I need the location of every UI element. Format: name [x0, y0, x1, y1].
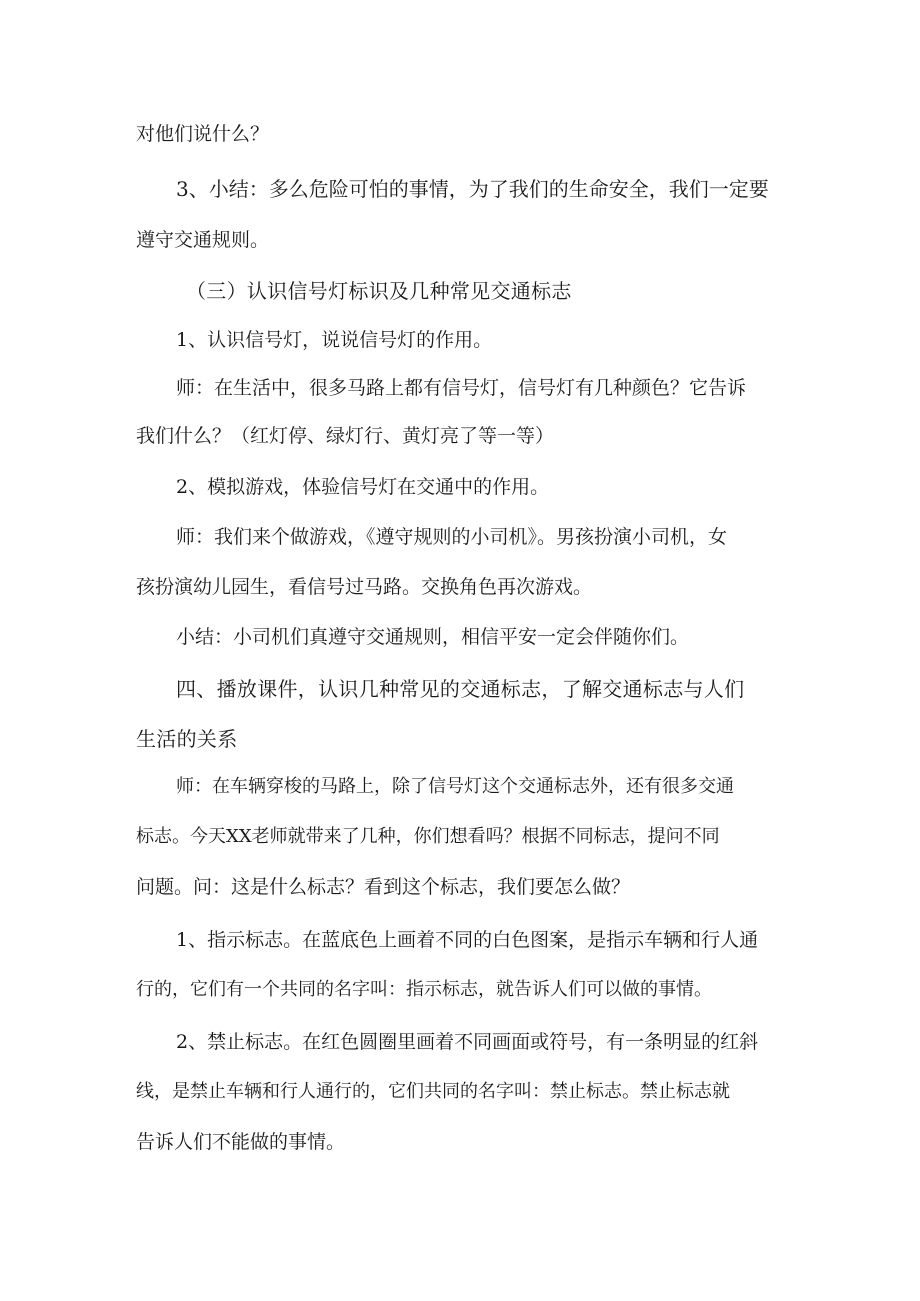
text-line: 师：在车辆穿梭的马路上，除了信号灯这个交通标志外，还有很多交通	[176, 776, 734, 797]
text-line: 对他们说什么？	[136, 123, 270, 145]
text-line: 告诉人们不能做的事情。	[136, 1131, 346, 1153]
text-line: 行的，它们有一个共同的名字叫：指示标志，就告诉人们可以做的事情。	[136, 979, 712, 1000]
text-line: 1、认识信号灯，说说信号灯的作用。	[176, 329, 493, 351]
text-line: 线，是禁止车辆和行人通行的，它们共同的名字叫：禁止标志。禁止标志就	[136, 1081, 730, 1102]
text-line: 师：我们来个做游戏，《遵守规则的小司机》。男孩扮演小司机，女	[176, 526, 728, 548]
section-heading: （三）认识信号灯标识及几种常见交通标志	[186, 279, 572, 303]
text-line: 我们什么？（红灯停、绿灯行、黄灯亮了等一等）	[136, 425, 555, 447]
text-line: 师：在生活中，很多马路上都有信号灯，信号灯有几种颜色？它告诉	[176, 377, 747, 399]
text-line: 3、小结：多么危险可怕的事情，为了我们的生命安全，我们一定要	[176, 177, 769, 201]
section-heading: 四、播放课件，认识几种常见的交通标志，了解交通标志与人们	[176, 677, 745, 701]
section-heading: 生活的关系	[136, 727, 238, 751]
text-line: 1、指示标志。在蓝底色上画着不同的白色图案，是指示车辆和行人通	[176, 929, 759, 951]
text-line: 2、模拟游戏，体验信号灯在交通中的作用。	[176, 476, 550, 498]
text-line: 2、禁止标志。在红色圆圈里画着不同画面或符号，有一条明显的红斜	[176, 1031, 759, 1053]
text-line: 问题。问：这是什么标志？看到这个标志，我们要怎么做？	[136, 876, 631, 898]
text-line: 标志。今天XX老师就带来了几种，你们想看吗？根据不同标志，提问不同	[136, 826, 720, 847]
text-line: 遵守交通规则。	[136, 229, 270, 251]
text-line: 孩扮演幼儿园生，看信号过马路。交换角色再次游戏。	[136, 576, 593, 598]
text-line: 小结：小司机们真遵守交通规则，相信平安一定会伴随你们。	[176, 626, 690, 648]
